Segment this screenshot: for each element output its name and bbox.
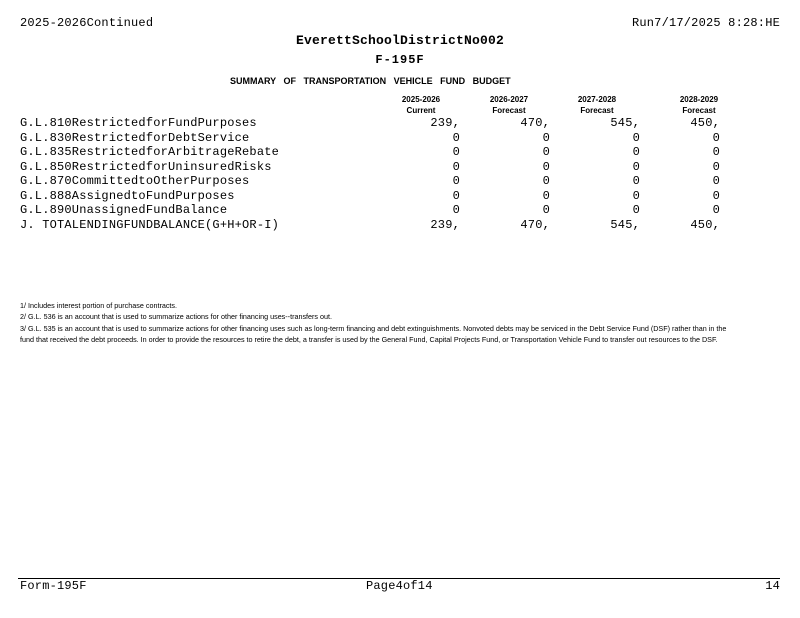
table-row	[20, 161, 726, 176]
row-label: G.L.830RestrictedforDebtService	[20, 130, 250, 145]
value-2026-2027: 0	[542, 160, 550, 173]
summary-title: SUMMARY OF TRANSPORTATION VEHICLE FUND BUDGET	[230, 76, 511, 86]
value-2026-2027: 0	[542, 204, 550, 216]
value-2026-2027: 0	[542, 146, 550, 158]
continued-label: 2025-2026Continued	[20, 16, 154, 30]
value-2028-2029: 0	[712, 204, 720, 216]
value-2028-2029: 450,	[690, 117, 720, 129]
value-2025-2026: 239,	[430, 117, 460, 129]
table-row	[20, 190, 726, 205]
row-label: G.L.888AssignedtoFundPurposes	[20, 188, 235, 203]
footnotes	[20, 300, 730, 345]
run-timestamp: Run7/17/2025 8:28:HE	[631, 16, 780, 30]
value-2026-2027: 0	[542, 131, 550, 144]
value-2027-2028: 545,	[610, 117, 640, 129]
value-2025-2026: 0	[452, 146, 460, 158]
value-2028-2029: 0	[712, 189, 720, 202]
value-2027-2028: 0	[632, 175, 640, 187]
value-2028-2029: 450,	[690, 218, 720, 231]
value-2026-2027: 0	[542, 189, 550, 202]
value-2025-2026: 0	[452, 131, 460, 144]
value-2027-2028: 0	[632, 189, 640, 202]
page-number: Page4of14	[366, 579, 433, 593]
row-label: G.L.890UnassignedFundBalance	[20, 203, 228, 217]
table-row	[20, 204, 726, 219]
column-label: Forecast	[492, 106, 526, 115]
column-header-2028-2029	[659, 94, 739, 116]
row-label: G.L.850RestrictedforUninsuredRisks	[20, 159, 272, 174]
value-2027-2028: 0	[632, 131, 640, 144]
value-2025-2026: 0	[452, 189, 460, 202]
footnote-2: 2/ G.L. 536 is an account that is used to summarize actions for other financing uses--transfers out.	[20, 312, 333, 322]
value-2025-2026: 0	[452, 160, 460, 173]
value-2026-2027: 0	[542, 175, 550, 187]
page-header	[20, 17, 780, 31]
column-year: 2028-2029	[679, 95, 719, 104]
value-2028-2029: 0	[712, 146, 720, 158]
value-2027-2028: 0	[632, 160, 640, 173]
footnote-3: 3/ G.L. 535 is an account that is used to summarize actions for other financing uses such as long-term financing and debt extinguishments. Nonvoted debts may be serviced in the Debt Service Fund (DSF) rather than in the fund that received the debt proceeds. In order to provide the resources to retire the debt, a transfer is used by the General Fund, Capital Projects Fund, or Transportation Vehicle Fund to transfer out resources to the DSF.	[20, 323, 727, 344]
value-2028-2029: 0	[712, 160, 720, 173]
row-label: G.L.835RestrictedforArbitrageRebate	[20, 145, 280, 159]
table-row	[20, 146, 726, 161]
fund-balance-table	[20, 117, 726, 233]
row-label: G.L.870CommittedtoOtherPurposes	[20, 174, 250, 188]
column-label: Current	[406, 106, 436, 115]
value-2025-2026: 0	[452, 175, 460, 187]
form-number: Form-195F	[20, 579, 87, 593]
form-title: F-195F	[375, 53, 425, 67]
page-total: 14	[765, 579, 780, 593]
value-2025-2026: 239,	[430, 218, 460, 231]
column-year: 2025-2026	[401, 95, 441, 104]
value-2028-2029: 0	[712, 131, 720, 144]
column-year: 2026-2027	[489, 95, 529, 104]
district-name: EverettSchoolDistrictNo002	[295, 33, 505, 48]
table-row	[20, 175, 726, 190]
footnote-1: 1/ Includes interest portion of purchase contracts.	[20, 301, 178, 310]
value-2026-2027: 470,	[520, 218, 550, 231]
column-year: 2027-2028	[577, 95, 617, 104]
column-header-2027-2028	[557, 94, 637, 116]
value-2028-2029: 0	[712, 175, 720, 187]
table-row	[20, 132, 726, 147]
value-2027-2028: 545,	[610, 218, 640, 231]
value-2027-2028: 0	[632, 146, 640, 158]
table-row	[20, 117, 726, 132]
column-header-2026-2027	[469, 94, 549, 116]
value-2025-2026: 0	[452, 204, 460, 216]
row-label: J. TOTALENDINGFUNDBALANCE(G+H+OR-I)	[20, 217, 280, 232]
column-label: Forecast	[682, 106, 716, 115]
row-label: G.L.810RestrictedforFundPurposes	[20, 116, 257, 130]
column-label: Forecast	[580, 106, 614, 115]
value-2026-2027: 470,	[520, 117, 550, 129]
column-header-2025-2026	[381, 94, 461, 116]
table-row-total	[20, 219, 726, 234]
page-footer	[20, 580, 780, 594]
value-2027-2028: 0	[632, 204, 640, 216]
